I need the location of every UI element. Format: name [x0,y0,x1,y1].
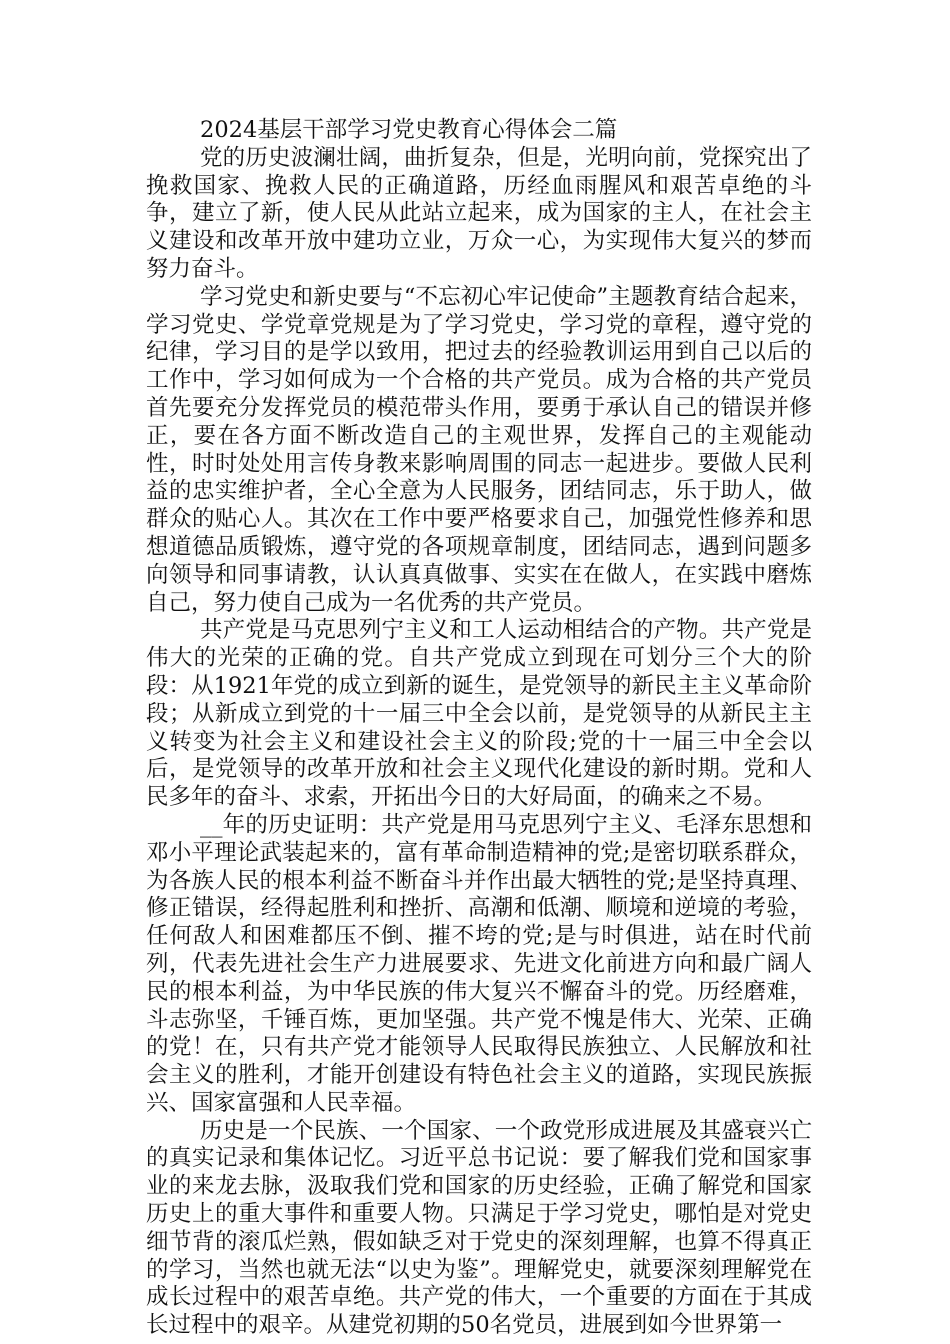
paragraph-2: 学习党史和新史要与“不忘初心牢记使命”主题教育结合起来，学习党史、学党章党规是为了学习党史，学习党的章程，遵守党的纪律，学习目的是学以致用，把过去的经验教训运用到自己以后的工作中，学习如何成为一个合格的共产党员。成为合格的共产党员首先要充分发挥党员的模范带头作用，要勇于承认自己的错误并修正，要在各方面不断改造自己的主观世界，发挥自己的主观能动性，时时处处用言传身教来影响周围的同志一起进步。要做人民利益的忠实维护者，全心全意为人民服务，团结同志，乐于助人，做群众的贴心人。其次在工作中要严格要求自己，加强党性修养和思想道德品质锻炼，遵守党的各项规章制度，团结同志，遇到问题多向领导和同事请教，认认真真做事、实实在在做人，在实践中磨炼自己，努力使自己成为一名优秀的共产党员。 [146,283,812,616]
paragraph-3: 共产党是马克思列宁主义和工人运动相结合的产物。共产党是伟大的光荣的正确的党。自共产党成立到现在可划分三个大的阶段：从1921年党的成立到新的诞生，是党领导的新民主主义革命阶段；从新成立到党的十一届三中全会以前，是党领导的从新民主主义转变为社会主义和建设社会主义的阶段;党的十一届三中全会以后，是党领导的改革开放和社会主义现代化建设的新时期。党和人民多年的奋斗、求索，开拓出今日的大好局面，的确来之不易。 [146,617,812,811]
paragraph-5: 历史是一个民族、一个国家、一个政党形成进展及其盛衰兴亡的真实记录和集体记忆。习近平总书记说：要了解我们党和国家事业的来龙去脉，汲取我们党和国家的历史经验，正确了解党和国家历史上的重大事件和重要人物。只满足于学习党史，哪怕是对党史细节背的滚瓜烂熟，假如缺乏对于党史的深刻理解，也算不得真正的学习，当然也就无法“以史为鉴”。理解党史，就要深刻理解党在成长过程中的艰苦卓绝。共产党的伟大，一个重要的方面在于其成长过程中的艰辛。从建党初期的50名党员，进展到如今世界第一 [146,1117,812,1339]
document-body [146,117,812,1340]
paragraph-4: __年的历史证明：共产党是用马克思列宁主义、毛泽东思想和邓小平理论武装起来的，富有革命制造精神的党;是密切联系群众，为各族人民的根本利益不断奋斗并作出最大牺牲的党;是坚持真理、修正错误，经得起胜利和挫折、高潮和低潮、顺境和逆境的考验，任何敌人和困难都压不倒、摧不垮的党;是与时俱进，站在时代前列，代表先进社会生产力进展要求、先进文化前进方向和最广阔人民的根本利益，为中华民族的伟大复兴不懈奋斗的党。历经磨难，斗志弥坚，千锤百炼，更加坚强。共产党不愧是伟大、光荣、正确的党！在，只有共产党才能领导人民取得民族独立、人民解放和社会主义的胜利，才能开创建设有特色社会主义的道路，实现民族振兴、国家富强和人民幸福。 [146,811,812,1116]
document-title: 2024基层干部学习党史教育心得体会二篇 [200,117,618,143]
paragraph-1: 党的历史波澜壮阔，曲折复杂，但是，光明向前，党探究出了挽救国家、挽救人民的正确道路，历经血雨腥风和艰苦卓绝的斗争，建立了新，使人民从此站立起来，成为国家的主人，在社会主义建设和改革开放中建功立业，万众一心，为实现伟大复兴的梦而努力奋斗。 [146,144,812,282]
